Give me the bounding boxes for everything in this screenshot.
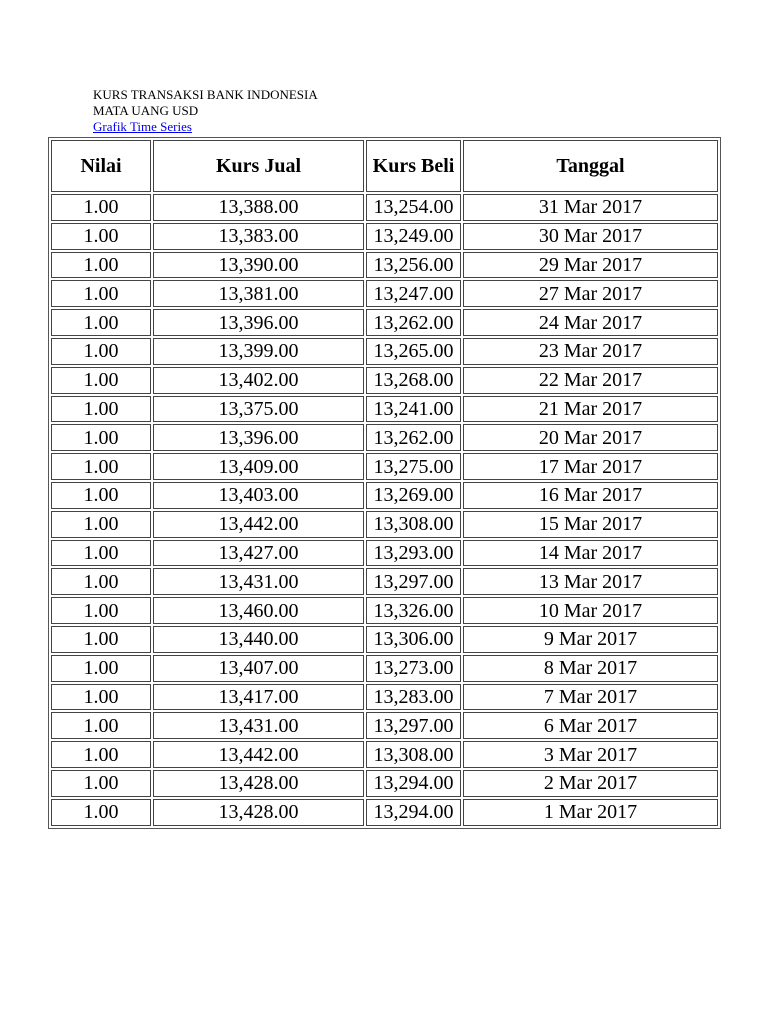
cell-tanggal: 20 Mar 2017 <box>463 424 718 451</box>
cell-tanggal: 31 Mar 2017 <box>463 194 718 221</box>
cell-kurs-jual: 13,396.00 <box>153 309 364 336</box>
cell-tanggal: 27 Mar 2017 <box>463 280 718 307</box>
table-row <box>51 252 718 279</box>
cell-kurs-beli: 13,262.00 <box>366 424 461 451</box>
table-row <box>51 741 718 768</box>
cell-kurs-beli: 13,308.00 <box>366 741 461 768</box>
currency-subtitle: MATA UANG USD <box>93 103 199 118</box>
cell-kurs-jual: 13,399.00 <box>153 338 364 365</box>
cell-kurs-jual: 13,402.00 <box>153 367 364 394</box>
cell-nilai: 1.00 <box>51 511 151 538</box>
cell-kurs-beli: 13,294.00 <box>366 770 461 797</box>
cell-tanggal: 30 Mar 2017 <box>463 223 718 250</box>
cell-tanggal: 9 Mar 2017 <box>463 626 718 653</box>
cell-nilai: 1.00 <box>51 799 151 826</box>
cell-tanggal: 14 Mar 2017 <box>463 540 718 567</box>
cell-kurs-beli: 13,297.00 <box>366 712 461 739</box>
cell-kurs-jual: 13,383.00 <box>153 223 364 250</box>
cell-kurs-jual: 13,381.00 <box>153 280 364 307</box>
column-header-kurs-beli: Kurs Beli <box>366 140 461 192</box>
table-row <box>51 684 718 711</box>
cell-nilai: 1.00 <box>51 626 151 653</box>
time-series-chart-link[interactable]: Grafik Time Series <box>93 119 192 134</box>
table-row <box>51 655 718 682</box>
table-row <box>51 223 718 250</box>
cell-nilai: 1.00 <box>51 482 151 509</box>
page-header <box>93 87 318 135</box>
cell-kurs-jual: 13,403.00 <box>153 482 364 509</box>
cell-kurs-jual: 13,431.00 <box>153 712 364 739</box>
cell-kurs-jual: 13,442.00 <box>153 741 364 768</box>
cell-kurs-beli: 13,293.00 <box>366 540 461 567</box>
cell-kurs-beli: 13,256.00 <box>366 252 461 279</box>
cell-tanggal: 6 Mar 2017 <box>463 712 718 739</box>
cell-kurs-jual: 13,442.00 <box>153 511 364 538</box>
cell-kurs-beli: 13,247.00 <box>366 280 461 307</box>
cell-kurs-beli: 13,254.00 <box>366 194 461 221</box>
cell-kurs-beli: 13,241.00 <box>366 396 461 423</box>
cell-kurs-jual: 13,375.00 <box>153 396 364 423</box>
cell-tanggal: 24 Mar 2017 <box>463 309 718 336</box>
cell-nilai: 1.00 <box>51 741 151 768</box>
cell-kurs-jual: 13,390.00 <box>153 252 364 279</box>
cell-tanggal: 16 Mar 2017 <box>463 482 718 509</box>
table-row <box>51 482 718 509</box>
cell-nilai: 1.00 <box>51 223 151 250</box>
cell-nilai: 1.00 <box>51 568 151 595</box>
table-row <box>51 712 718 739</box>
cell-kurs-jual: 13,428.00 <box>153 770 364 797</box>
cell-nilai: 1.00 <box>51 684 151 711</box>
table-row <box>51 568 718 595</box>
cell-nilai: 1.00 <box>51 396 151 423</box>
cell-kurs-beli: 13,265.00 <box>366 338 461 365</box>
column-header-nilai: Nilai <box>51 140 151 192</box>
table-row <box>51 367 718 394</box>
cell-kurs-jual: 13,409.00 <box>153 453 364 480</box>
table-row <box>51 424 718 451</box>
exchange-rate-table <box>48 137 721 829</box>
cell-kurs-jual: 13,427.00 <box>153 540 364 567</box>
cell-kurs-beli: 13,268.00 <box>366 367 461 394</box>
table-row <box>51 770 718 797</box>
table-row <box>51 396 718 423</box>
cell-kurs-jual: 13,417.00 <box>153 684 364 711</box>
cell-kurs-jual: 13,460.00 <box>153 597 364 624</box>
cell-tanggal: 15 Mar 2017 <box>463 511 718 538</box>
cell-kurs-beli: 13,275.00 <box>366 453 461 480</box>
cell-tanggal: 10 Mar 2017 <box>463 597 718 624</box>
cell-kurs-jual: 13,396.00 <box>153 424 364 451</box>
table-row <box>51 540 718 567</box>
cell-tanggal: 7 Mar 2017 <box>463 684 718 711</box>
cell-kurs-beli: 13,249.00 <box>366 223 461 250</box>
table-row <box>51 280 718 307</box>
table-row <box>51 511 718 538</box>
table-header-row <box>51 140 718 192</box>
cell-kurs-beli: 13,308.00 <box>366 511 461 538</box>
table-row <box>51 453 718 480</box>
page-title: KURS TRANSAKSI BANK INDONESIA <box>93 87 318 102</box>
cell-kurs-beli: 13,269.00 <box>366 482 461 509</box>
cell-tanggal: 22 Mar 2017 <box>463 367 718 394</box>
table-row <box>51 626 718 653</box>
cell-nilai: 1.00 <box>51 453 151 480</box>
cell-nilai: 1.00 <box>51 712 151 739</box>
cell-kurs-jual: 13,431.00 <box>153 568 364 595</box>
cell-kurs-beli: 13,306.00 <box>366 626 461 653</box>
column-header-tanggal: Tanggal <box>463 140 718 192</box>
cell-tanggal: 2 Mar 2017 <box>463 770 718 797</box>
cell-kurs-jual: 13,388.00 <box>153 194 364 221</box>
cell-nilai: 1.00 <box>51 597 151 624</box>
cell-kurs-jual: 13,407.00 <box>153 655 364 682</box>
cell-tanggal: 17 Mar 2017 <box>463 453 718 480</box>
cell-kurs-jual: 13,440.00 <box>153 626 364 653</box>
cell-nilai: 1.00 <box>51 424 151 451</box>
table-body <box>51 194 718 826</box>
cell-tanggal: 23 Mar 2017 <box>463 338 718 365</box>
cell-nilai: 1.00 <box>51 252 151 279</box>
table-row <box>51 799 718 826</box>
cell-kurs-beli: 13,297.00 <box>366 568 461 595</box>
cell-tanggal: 1 Mar 2017 <box>463 799 718 826</box>
cell-kurs-jual: 13,428.00 <box>153 799 364 826</box>
cell-tanggal: 21 Mar 2017 <box>463 396 718 423</box>
cell-kurs-beli: 13,283.00 <box>366 684 461 711</box>
cell-nilai: 1.00 <box>51 770 151 797</box>
table-row <box>51 309 718 336</box>
cell-nilai: 1.00 <box>51 194 151 221</box>
cell-tanggal: 29 Mar 2017 <box>463 252 718 279</box>
cell-nilai: 1.00 <box>51 280 151 307</box>
cell-kurs-beli: 13,326.00 <box>366 597 461 624</box>
cell-tanggal: 13 Mar 2017 <box>463 568 718 595</box>
cell-nilai: 1.00 <box>51 655 151 682</box>
table-row <box>51 597 718 624</box>
cell-kurs-beli: 13,273.00 <box>366 655 461 682</box>
cell-kurs-beli: 13,294.00 <box>366 799 461 826</box>
cell-nilai: 1.00 <box>51 309 151 336</box>
cell-nilai: 1.00 <box>51 540 151 567</box>
column-header-kurs-jual: Kurs Jual <box>153 140 364 192</box>
table-row <box>51 194 718 221</box>
cell-tanggal: 8 Mar 2017 <box>463 655 718 682</box>
cell-nilai: 1.00 <box>51 338 151 365</box>
cell-nilai: 1.00 <box>51 367 151 394</box>
table-row <box>51 338 718 365</box>
cell-tanggal: 3 Mar 2017 <box>463 741 718 768</box>
cell-kurs-beli: 13,262.00 <box>366 309 461 336</box>
